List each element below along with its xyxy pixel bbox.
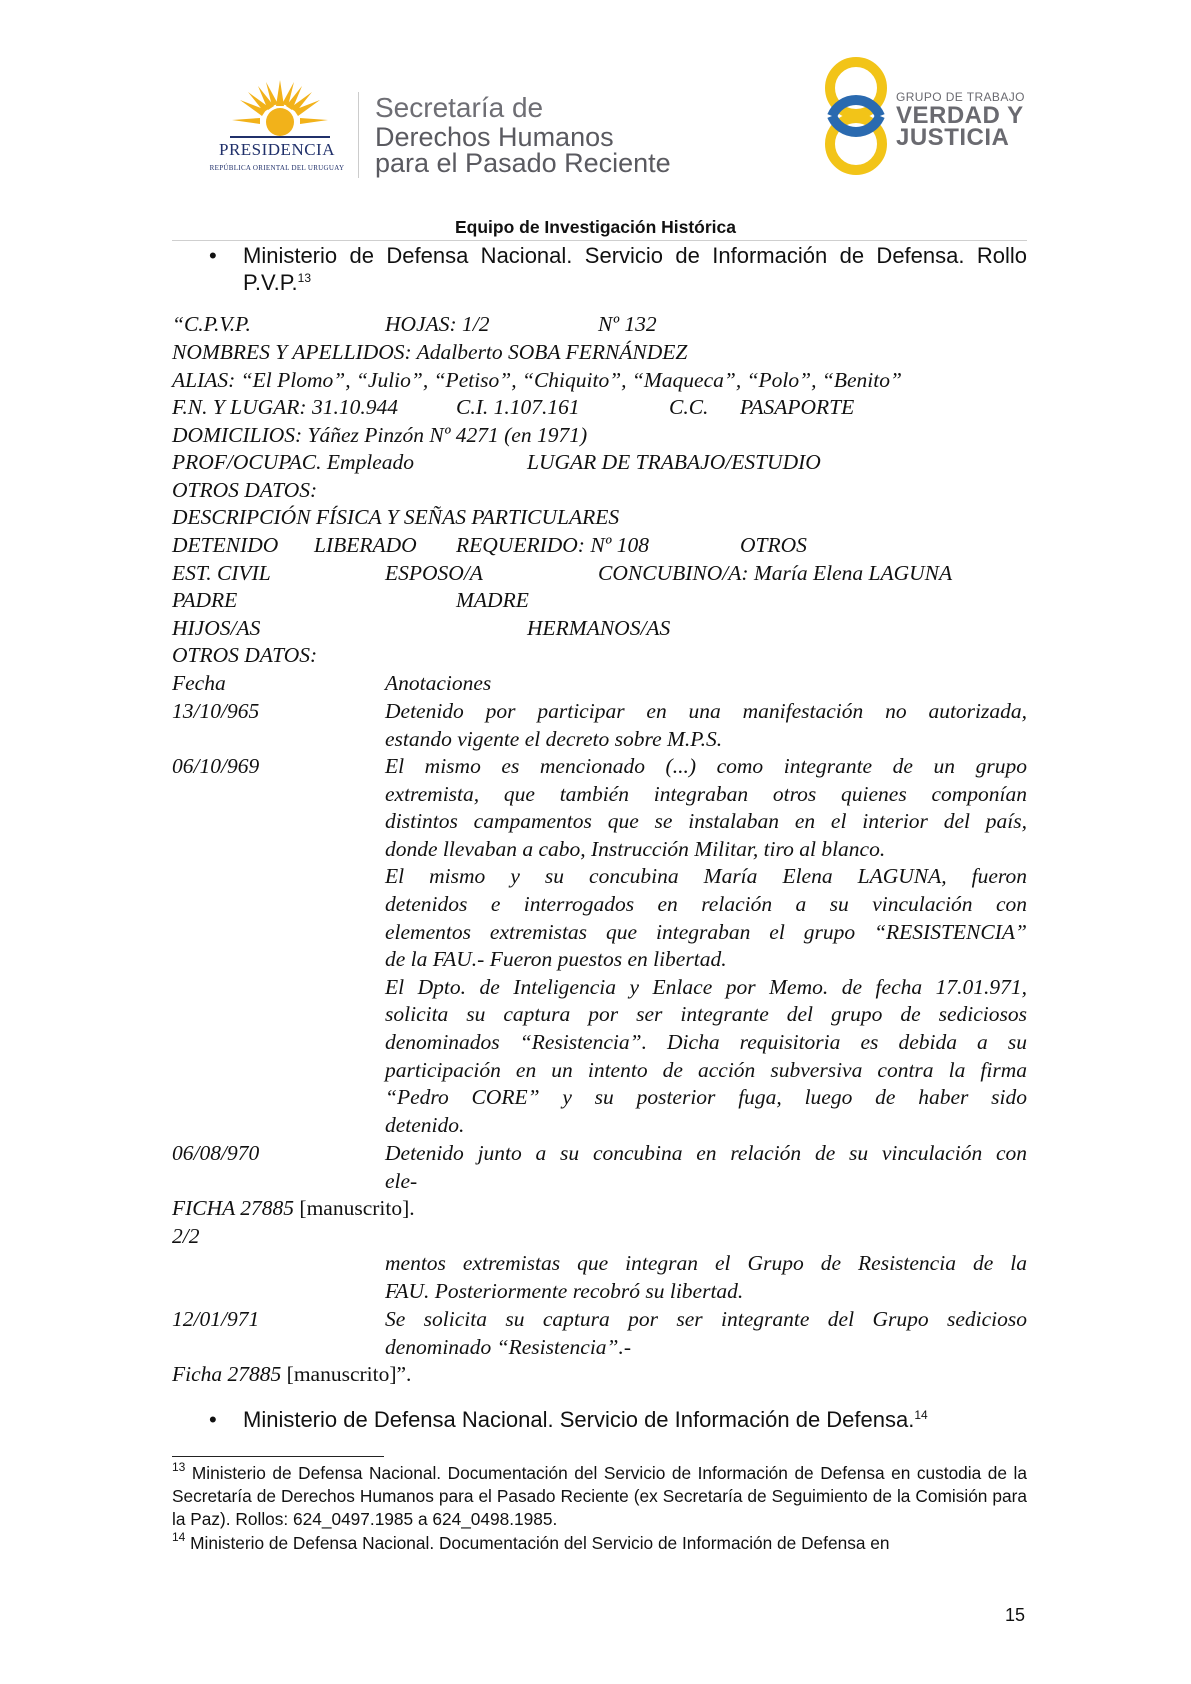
ficha-line-otros2: OTROS DATOS: (172, 643, 318, 667)
sheet-number: 2/2 (172, 1224, 200, 1248)
ficha-line-domicilios: DOMICILIOS: Yáñez Pinzón Nº 4271 (en 1971) (172, 423, 588, 447)
footnote-ref-13: 13 (297, 271, 312, 285)
footnote-14: $^{14}$ Ministerio de Defensa Nacional. Documentación del Servicio de Información de Defensa en (172, 1530, 890, 1553)
ficha-line-hijos: HIJOS/AS HERMANOS/AS (172, 616, 671, 640)
verdad-justicia-logo-icon (818, 54, 894, 180)
footnote-rule (172, 1456, 384, 1457)
ficha-line-nombres: NOMBRES Y APELLIDOS: Adalberto SOBA FERNÁNDEZ (172, 340, 688, 364)
footnote-13: $^{13}$ Ministerio de Defensa Nacional. Documentación del Servicio de Información de Defensa en custodia de la Secretaría de Derechos Humanos para el Pasado Reciente (ex Secretaría de Seguimiento de la Comisión para la Paz). Rollos: 624_0497.1985 a 624_0498.1985. (172, 1460, 1027, 1529)
ficha-line-header: “C.P.V.P. HOJAS: 1/2 Nº 132 (172, 312, 657, 336)
presidencia-label: PRESIDENCIA (218, 140, 335, 159)
entry-date: 13/10/965 (172, 699, 260, 723)
logo-divider (358, 92, 359, 178)
grupo-line3: JUSTICIA (896, 124, 1010, 151)
entry-annotation: El mismo es mencionado (...) como integrante de un grupo extremista, que también integraban otros quienes componían distintos campamentos que se instalaban en el interior del país, donde llevaban a cabo, Instrucción Militar, tiro al blanco. El mismo y su concubina María Elena LAGUNA, fueron detenidos e interrogados en relación a su vinculación con elementos extremistas que integraban el grupo “RESISTENCIA” de la FAU.- Fueron puestos en libertad. El Dpto. de Inteligencia y Enlace por Memo. de fecha 17.01.971, solicita su captura por ser integrante del grupo de sediciosos denominados “Resistencia”. Dicha requisitoria es debida a su participación en un intento de acción subversiva contra la firma “Pedro CORE” y su posterior fuga, luego de haber sido detenido. (385, 754, 1027, 1137)
ficha-reference: Ficha 27885 [manuscrito]”. (172, 1362, 412, 1386)
entry-annotation: Detenido por participar en una manifestación no autorizada, estando vigente el decreto sobre M.P.S. (385, 699, 1027, 751)
bullet-source-2: Ministerio de Defensa Nacional. Servicio de Información de Defensa.$^{14}$ (243, 1407, 928, 1432)
sun-emblem-icon (230, 78, 330, 142)
page-number: 15 (1005, 1605, 1026, 1625)
presidencia-subtitle: REPÚBLICA ORIENTAL DEL URUGUAY (209, 164, 345, 172)
ficha-table-header: Fecha Anotaciones (172, 671, 492, 695)
secretaria-line2: Derechos Humanos (375, 122, 614, 152)
bullet-source-1: Ministerio de Defensa Nacional. Servicio de Información de Defensa. Rollo P.V.P.$^{13}$ (243, 243, 1027, 295)
grupo-line1: GRUPO DE TRABAJO (896, 90, 1025, 104)
entry-date: 06/08/970 (172, 1141, 260, 1165)
ficha-line-fn: F.N. Y LUGAR: 31.10.944 C.I. 1.107.161 C.C. PASAPORTE (172, 395, 855, 419)
entry-annotation-continued: mentos extremistas que integran el Grupo de Resistencia de la FAU. Posteriormente recobró su libertad. (385, 1251, 1027, 1303)
ficha-line-padres: PADRE MADRE (172, 588, 529, 612)
team-heading: Equipo de Investigación Histórica (454, 217, 737, 237)
secretaria-line1: Secretaría de (375, 92, 544, 123)
ficha-line-detenido: DETENIDO LIBERADO REQUERIDO: Nº 108 OTROS (172, 533, 807, 557)
ficha-line-alias: ALIAS: “El Plomo”, “Julio”, “Petiso”, “Chiquito”, “Maqueca”, “Polo”, “Benito” (172, 368, 902, 392)
ficha-line-otros1: OTROS DATOS: (172, 478, 318, 502)
secretaria-line3: para el Pasado Reciente (375, 148, 671, 178)
footnote-ref-14: 14 (914, 1408, 928, 1422)
entry-date: 12/01/971 (172, 1307, 260, 1331)
ficha-reference: FICHA 27885 [manuscrito]. (172, 1196, 415, 1220)
ficha-line-descripcion: DESCRIPCIÓN FÍSICA Y SEÑAS PARTICULARES (172, 505, 620, 529)
grupo-line2: VERDAD Y (896, 102, 1024, 129)
entry-annotation: Detenido junto a su concubina en relación de su vinculación con ele- (385, 1141, 1027, 1193)
header-rule (172, 240, 1027, 241)
entry-annotation: Se solicita su captura por ser integrante del Grupo sedicioso denominado “Resistencia”.- (385, 1307, 1027, 1359)
ficha-line-estcivil: EST. CIVIL ESPOSO/A CONCUBINO/A: María Elena LAGUNA (172, 561, 953, 585)
entry-date: 06/10/969 (172, 754, 260, 778)
bullet-marker: • (209, 1407, 217, 1432)
bullet-marker: • (209, 243, 217, 268)
ficha-line-prof: PROF/OCUPAC. Empleado LUGAR DE TRABAJO/ESTUDIO (172, 450, 821, 474)
